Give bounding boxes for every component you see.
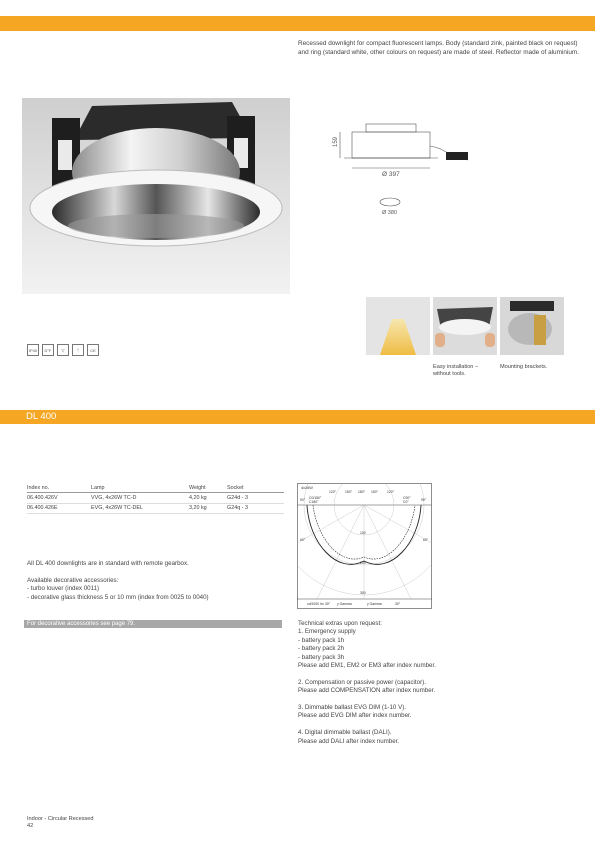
earth-class-icon: ⏚ — [72, 344, 84, 356]
easy-installation-thumb — [433, 297, 497, 355]
polar-side-label: 60° — [300, 538, 306, 542]
polar-right-label: 90° — [421, 498, 427, 502]
polar-right-label: C90° — [403, 496, 411, 500]
section-bar — [0, 410, 595, 424]
extras-line: 2. Compensation or passive power (capacitor). — [298, 678, 426, 686]
col-lamp: Lamp — [91, 484, 189, 493]
cell-weight: 3,20 kg — [189, 503, 227, 513]
certification-icons — [27, 344, 99, 356]
top-accent-bar — [0, 16, 595, 31]
cell-index: 06.400.426E — [27, 503, 91, 513]
height-label: 159 — [333, 136, 339, 147]
col-socket: Socket — [227, 484, 284, 493]
ce-mark-icon: CE — [87, 344, 99, 356]
standard-note: All DL 400 downlights are in standard with remote gearbox. — [27, 560, 189, 567]
extras-line: Please add COMPENSATION after index number. — [298, 687, 436, 695]
extras-line: - battery pack 3h — [298, 653, 345, 661]
extras-line: - battery pack 1h — [298, 636, 345, 644]
polar-top-label: 120° — [387, 490, 395, 494]
accessories-reference-text: For decorative accessories see page 79. — [27, 621, 136, 627]
extras-line: 1. Emergency supply — [298, 628, 356, 636]
extras-line: 4. Digital dimmable ballast (DALI). — [298, 729, 392, 737]
polar-title: 4x26W — [301, 486, 313, 490]
extras-line: - battery pack 2h — [298, 645, 345, 653]
extras-line: 3. Dimmable ballast EVG DIM (1-10 V). — [298, 704, 406, 712]
polar-left-label: C0/180° — [309, 496, 322, 500]
accessories-reference-bar — [24, 620, 282, 628]
dimension-drawing — [330, 118, 470, 218]
polar-bottom-label: cd/1000 lm — [307, 602, 324, 606]
polar-right-label: C0° — [403, 500, 409, 504]
table-row — [27, 503, 284, 513]
mounting-brackets-thumb — [500, 297, 564, 355]
polar-top-label: 120° — [329, 490, 337, 494]
cell-lamp: VVG, 4x26W TC-D — [91, 493, 189, 503]
list-item: - turbo louver (index 0011) — [27, 585, 100, 593]
extras-line: Please add EVG DIM after index number. — [298, 712, 412, 720]
polar-bottom-label: γ Gamma — [367, 602, 382, 606]
list-item: - decorative glass thickness 5 or 10 mm (index from 0025 to 0040) — [27, 593, 209, 601]
polar-bottom-label: 30° — [325, 602, 331, 606]
diameter-label: Ø 397 — [382, 171, 400, 178]
table-header — [27, 484, 284, 493]
enec-triangle-icon: ▽ — [57, 344, 69, 356]
cell-socket: G24q - 3 — [227, 503, 284, 513]
page-footer — [27, 816, 94, 830]
cell-lamp: EVG, 4x26W TC-DEL — [91, 503, 189, 513]
polar-left-label: C180° — [309, 500, 319, 504]
technical-extras — [298, 620, 568, 746]
col-weight: Weight — [189, 484, 227, 493]
polar-top-label: 150° — [345, 490, 353, 494]
extras-spacer — [298, 670, 568, 678]
extras-spacer — [298, 696, 568, 704]
extras-line: Please add EM1, EM2 or EM3 after index number. — [298, 662, 436, 670]
light-cone-thumb — [366, 297, 430, 355]
polar-top-label: 150° — [371, 490, 379, 494]
section-title: DL 400 — [26, 411, 57, 422]
cell-weight: 4,20 kg — [189, 493, 227, 503]
cell-index: 06.400.426V — [27, 493, 91, 503]
extras-line: Please add DALI after index number. — [298, 737, 400, 745]
polar-bottom-label: 30° — [395, 602, 401, 606]
table-row — [27, 493, 284, 503]
page-number: 42 — [27, 823, 34, 829]
polar-ring-label: 100 — [360, 531, 366, 535]
temperature-mark-icon: D°F — [42, 344, 54, 356]
polar-top-label: 180° — [358, 490, 366, 494]
col-index: Index no. — [27, 484, 91, 493]
polar-side-label: 60° — [423, 538, 429, 542]
spec-table — [27, 484, 284, 514]
cell-socket: G24d - 3 — [227, 493, 284, 503]
thumb-caption-3: Mounting brackets. — [500, 364, 548, 370]
extras-spacer — [298, 721, 568, 729]
downlight-photo — [22, 98, 290, 294]
accessories-title: Available decorative accessories: — [27, 577, 119, 584]
polar-ring-label: 300 — [360, 591, 366, 595]
thumb-caption-2: Easy installation – without tools. — [433, 364, 479, 377]
polar-light-distribution — [297, 483, 432, 609]
accessories-block — [27, 577, 285, 602]
polar-bottom-label: γ Gamma — [337, 602, 352, 606]
ip-rating-icon: IP40 — [27, 344, 39, 356]
product-intro: Recessed downlight for compact fluorescent lamps. Body (standard zink, painted black on request) and ring (standard white, other colours on request) are made of steel. Reflector made of aluminium. — [298, 40, 579, 56]
extras-line: Technical extras upon request: — [298, 620, 382, 627]
polar-left-label: 90° — [300, 498, 306, 502]
polar-ring-label: 200 — [360, 561, 366, 565]
cutout-label: Ø 380 — [382, 210, 397, 216]
footer-section: Indoor - Circular Recessed — [27, 816, 94, 822]
